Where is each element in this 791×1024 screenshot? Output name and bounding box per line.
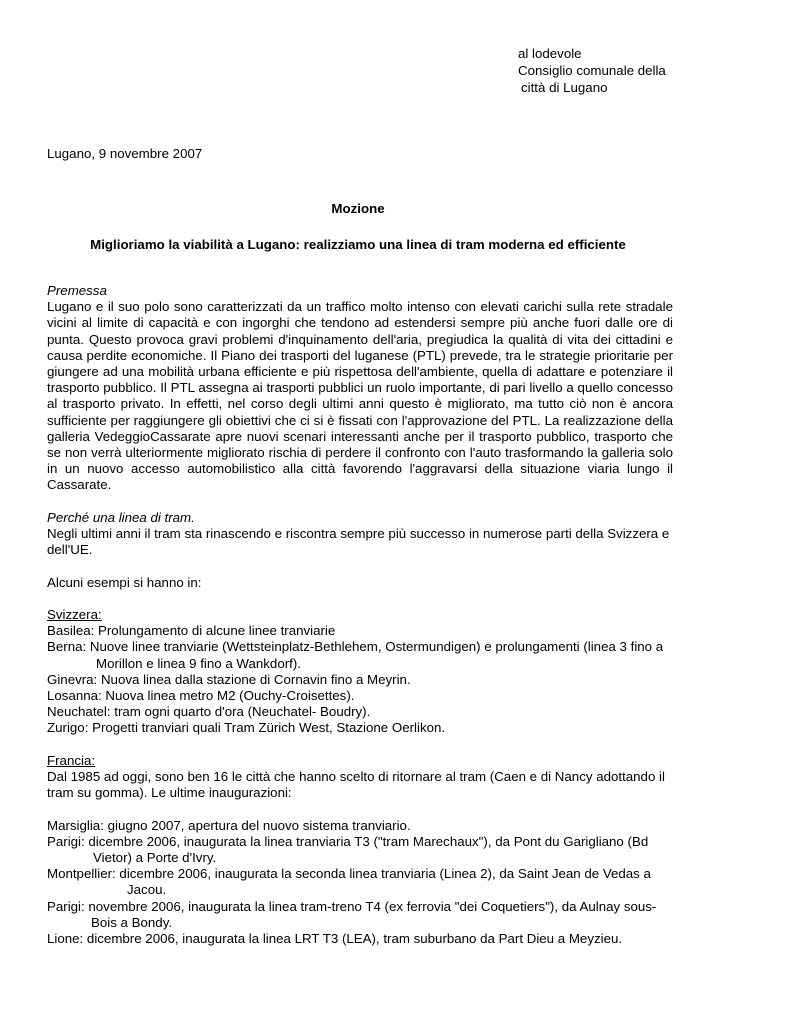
francia-item: Parigi: dicembre 2006, inaugurata la linea tranviaria T3 ("tram Marechaux"), da Pont du Garigliano (Bd Vietor) a Porte d'Ivry. [47,833,649,866]
francia-intro: Dal 1985 ad oggi, sono ben 16 le città che hanno scelto di ritornare al tram (Caen e di Nancy adottando il tram su gomma). Le ultime inaugurazioni: [47,769,665,801]
svizzera-item: Berna: Nuove linee tranviarie (Wettsteinplatz-Bethlehem, Ostermundigen) e prolungamenti (linea 3 fino a Morillon e linea 9 fino a Wankdorf). [47,639,664,671]
document-title: Mozione [331,201,385,216]
spacer [47,801,673,817]
perche-heading: Perché una linea di tram. [47,509,195,525]
francia-heading: Francia: [47,752,96,768]
svizzera-item: Ginevra: Nuova linea dalla stazione di Cornavin fino a Meyrin. [47,671,411,687]
spacer [47,494,673,510]
document-subtitle: Miglioriamo la viabilità a Lugano: realizziamo una linea di tram moderna ed efficiente [90,237,626,252]
addressee-line-1: al lodevole [518,46,582,61]
spacer [47,737,673,753]
addressee-block [518,45,666,96]
svizzera-heading: Svizzera: [47,607,102,623]
svizzera-item: Zurigo: Progetti tranviari quali Tram Zürich West, Stazione Oerlikon. [47,720,446,736]
perche-paragraph: Negli ultimi anni il tram sta rinascendo e riscontra sempre più successo in numerose parti della Svizzera e dell'UE. [47,526,670,558]
premessa-heading: Premessa [47,283,107,298]
francia-item: Montpellier: dicembre 2006, inaugurata la seconda linea tranviaria (Linea 2), da Saint Jean de Vedas a Jacou. [47,866,651,898]
spacer [47,591,673,607]
document-date: Lugano, 9 novembre 2007 [47,146,203,161]
addressee-line-2: Consiglio comunale della [518,63,666,78]
francia-item: Parigi: novembre 2006, inaugurata la linea tram-treno T4 (ex ferrovia "dei Coquetiers"), da Aulnay sous-Bois a Bondy. [47,898,657,930]
document-body [47,283,673,947]
francia-item: Lione: dicembre 2006, inaugurata la linea LRT T3 (LEA), tram suburbano da Part Dieu a Meyzieu. [47,931,623,947]
premessa-paragraph: Lugano e il suo polo sono caratterizzati da un traffico molto intenso con elevati carichi sulla rete stradale vicini al limite di capacità e con ingorghi che tendono ad estendersi sempre più anche fuori dalle ore di punta. Questo provoca gravi problemi d'inquinamento dell'aria, pregiudica la qualità di vita dei cittadini e causa perdite economiche. Il Piano dei trasporti del luganese (PTL) prevede, tra le strategie prioritarie per giungere ad una mobilità urbana efficiente e più rispettosa dell'ambiente, quella di adattare e potenziare il trasporto pubblico. Il PTL assegna ai trasporti pubblici un ruolo importante, di pari livello a quello concesso al trasporto privato. In effetti, nel corso degli ultimi anni questo è migliorato, ma tutto ciò non è ancora sufficiente per raggiungere gli obiettivi che ci si è fissati con l'approvazione del PTL. La realizzazione della galleria VedeggioCassarate apre nuovi scenari interessanti anche per il trasporto pubblico, trasporto che se non verrà ulteriormente migliorato rischia di perdere il confronto con l'auto trasformando la galleria solo in un nuovo accesso automobilistico alla città favorendo l'aggravarsi della situazione viaria lungo il Cassarate. [47,299,673,493]
addressee-line-3: città di Lugano [521,80,608,95]
francia-item: Marsiglia: giugno 2007, apertura del nuovo sistema tranviario. [47,817,411,833]
esempi-intro: Alcuni esempi si hanno in: [47,574,202,590]
svizzera-item: Basilea: Prolungamento di alcune linee tranviarie [47,623,336,639]
svizzera-item: Neuchatel: tram ogni quarto d'ora (Neuchatel- Boudry). [47,704,371,720]
svizzera-item: Losanna: Nuova linea metro M2 (Ouchy-Croisettes). [47,688,355,704]
spacer [47,558,673,574]
